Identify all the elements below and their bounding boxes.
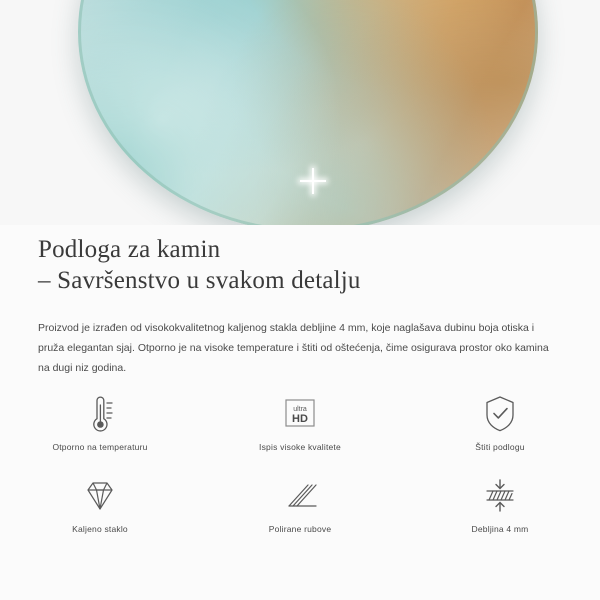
- shield-check-icon: [480, 392, 520, 436]
- feature-item: [0, 392, 200, 470]
- feature-item: [200, 474, 400, 552]
- hero-image: [0, 0, 600, 225]
- feature-label: Otporno na temperaturu: [52, 442, 148, 452]
- thickness-icon: [479, 474, 521, 518]
- round-glass-mat-image: [78, 0, 538, 225]
- product-description: Proizvod je izrađen od visokokvalitetnog kaljenog stakla debljine 4 mm, koje naglašava dubinu boja otiska i pruža elegantan sjaj. Otporno je na visoke temperature i štiti od oštećenja, čime osigurava prostor oko kamina na dugi niz godina.: [38, 322, 549, 374]
- page-title-line-1: Podloga za kamin: [38, 236, 221, 263]
- feature-item: [400, 474, 600, 552]
- feature-label: Ispis visoke kvalitete: [259, 442, 341, 452]
- feature-item: [200, 392, 400, 470]
- page-title: [0, 225, 600, 296]
- ultra-hd-icon: [279, 392, 321, 436]
- feature-label: Polirane rubove: [268, 524, 332, 534]
- text-content: [0, 225, 600, 378]
- svg-text:ultra: ultra: [293, 406, 307, 413]
- thermometer-icon: [80, 392, 120, 436]
- page-title-line-2: – Savršenstvo u svakom detalju: [38, 267, 361, 294]
- feature-item: [400, 392, 600, 470]
- feature-label: Kaljeno staklo: [72, 524, 128, 534]
- svg-text:HD: HD: [292, 413, 308, 425]
- feature-label: Debljina 4 mm: [471, 524, 529, 534]
- feature-grid: [0, 392, 600, 552]
- feature-item: [0, 474, 200, 552]
- feature-label: Štiti podlogu: [475, 442, 525, 452]
- diamond-icon: [79, 474, 121, 518]
- polished-edges-icon: [279, 474, 321, 518]
